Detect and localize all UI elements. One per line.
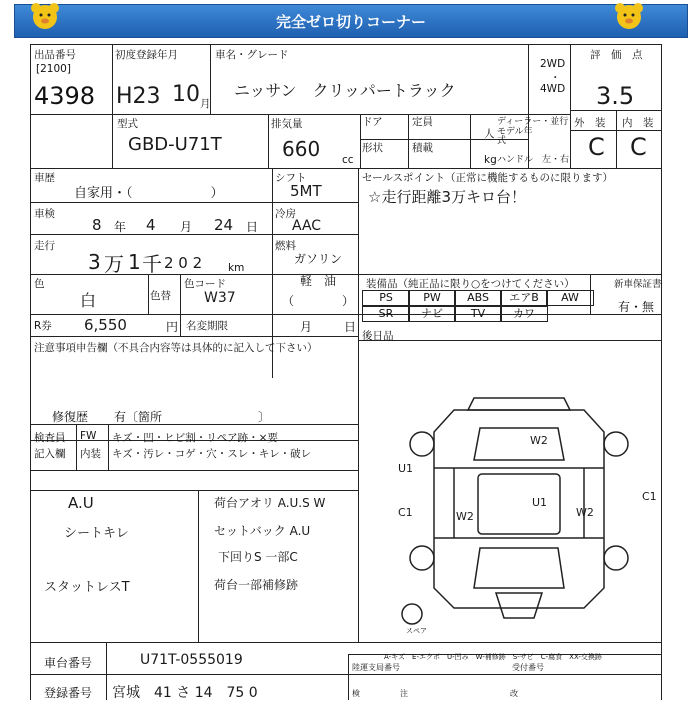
bear-mascot-icon	[614, 2, 644, 30]
fuel-blank: （ ）	[282, 294, 355, 308]
shape-label: 形状	[362, 142, 383, 154]
inspection-year-unit: 年	[114, 220, 127, 234]
bear-mascot-icon	[30, 2, 60, 30]
inspection-day: 24	[214, 216, 234, 234]
reg-no-label: 登録番号	[44, 686, 93, 700]
color-change-label: 色替	[150, 290, 171, 302]
drive-dot: ・	[550, 72, 561, 84]
equip-leather: カワ	[500, 306, 548, 322]
equipment-label: 装備品（純正品に限り○をつけてください）	[366, 278, 575, 290]
dealer-label: ディーラー・並行	[497, 117, 569, 127]
mark-door-left: W2	[456, 510, 474, 523]
mark-spare: スペア	[406, 627, 427, 635]
drive-2wd: 2WD	[540, 58, 566, 70]
bottom-label-3: 受付番号	[512, 663, 544, 672]
interior-grade: C	[630, 133, 647, 161]
condition-note-3: 下回りS 一部C	[218, 550, 298, 564]
equip-aw: AW	[546, 290, 594, 306]
condition-note-2: セットバック A.U	[214, 524, 311, 538]
fuel-diesel: 軽 油	[300, 274, 337, 288]
mileage-digit-1: 3	[88, 250, 101, 274]
name-change-month: 月	[300, 320, 313, 334]
header-title: 完全ゼロ切りコーナー	[275, 13, 426, 31]
recycle-amount: 6,550	[84, 316, 127, 334]
aircon-value: AAC	[292, 218, 322, 234]
inspection-month: 4	[146, 216, 156, 234]
warranty-label: 新車保証書	[614, 279, 662, 290]
equip-tv: TV	[454, 306, 502, 322]
mark-right-side: C1	[642, 490, 657, 503]
selling-points-text: ☆走行距離3万キロ台！	[368, 188, 526, 206]
equip-airbag: エアB	[500, 290, 548, 306]
equip-abs: ABS	[454, 290, 502, 306]
lot-number: 4398	[34, 82, 96, 110]
repair-label: 修復歴	[52, 410, 89, 424]
color-value: 白	[80, 291, 97, 310]
mark-left-side: C1	[398, 506, 413, 519]
color-code: W37	[204, 290, 236, 306]
equip-navi: ナビ	[408, 306, 456, 322]
inspection-day-unit: 日	[246, 220, 259, 234]
inspector-row2-tag: 内装	[80, 448, 101, 460]
recycle-label: R券	[34, 320, 52, 332]
mark-roof: U1	[532, 496, 548, 509]
exterior-label: 外 装	[574, 117, 606, 129]
inspection-year: 8	[92, 216, 102, 234]
bottom-label-1: 陸運支局番号	[352, 663, 400, 672]
payload-label: 積載	[412, 142, 433, 154]
registration-month-unit: 月	[200, 98, 211, 110]
displacement-value: 660	[282, 137, 321, 161]
handle-label: ハンドル 左・右	[497, 155, 570, 165]
grade-score: 3.5	[596, 82, 635, 110]
displacement-unit: cc	[342, 154, 354, 166]
lot-number-label: 出品番号	[34, 49, 76, 61]
mileage-unit-sen: 千	[142, 252, 162, 276]
inspector-row2: キズ・汚レ・コゲ・穴・スレ・キレ・破レ	[112, 448, 312, 460]
vehicle-damage-diagram	[384, 388, 654, 634]
grade-label: 評 価 点	[590, 49, 643, 61]
lot-code: [2100]	[36, 63, 71, 75]
name-change-day: 日	[344, 320, 357, 334]
rear-seat-label: 後日品	[362, 330, 394, 342]
vehicle-name: ニッサン クリッパートラック	[234, 81, 456, 100]
inspector-label: 検査員	[34, 432, 66, 444]
mileage-unit: km	[228, 262, 245, 274]
exterior-grade: C	[588, 133, 605, 161]
mark-left-front: U1	[398, 462, 414, 475]
warranty-value: 有・無	[618, 300, 655, 314]
equip-sr: SR	[362, 306, 410, 322]
door-label: ドア	[362, 116, 383, 128]
mark-door-right: W2	[576, 506, 594, 519]
inspector-row1-tag: FW	[80, 430, 97, 442]
equip-ps: PS	[362, 290, 410, 306]
shift-label: シフト	[275, 172, 307, 184]
color-label: 色	[34, 278, 45, 290]
name-change-label: 名変期限	[186, 320, 228, 332]
model-year-label: モデル年式	[497, 127, 533, 146]
capacity-label: 定員	[412, 116, 433, 128]
usage-label: 車歴	[34, 172, 55, 184]
vehicle-label: 車名・グレード	[215, 49, 289, 61]
inspection-label: 車検	[34, 208, 55, 220]
capacity-unit: 人	[484, 128, 495, 140]
registration-month: 10	[172, 82, 200, 107]
model-label: 型式	[117, 118, 138, 130]
bottom-label-2: 検	[352, 689, 360, 698]
displacement-label: 排気量	[271, 118, 303, 130]
registration-label: 初度登録年月	[115, 49, 178, 61]
chassis-label: 車台番号	[44, 656, 93, 670]
interior-label: 内 装	[622, 117, 654, 129]
condition-note-1: 荷台アオリ A.U.S W	[214, 496, 326, 510]
recycle-unit: 円	[166, 320, 179, 334]
inspector-note-1: A.U	[68, 494, 94, 512]
mark-top: W2	[530, 434, 548, 447]
header-bar	[14, 4, 688, 38]
inspector-record-label: 記入欄	[34, 448, 66, 460]
equip-pw: PW	[408, 290, 456, 306]
mileage-rest: 2 0 2	[164, 254, 203, 272]
damage-legend: A-キズ E-エクボ U-凹み W-補修跡 S-サビ C-腐食 XX-交換跡	[384, 653, 602, 661]
reg-no-value: 宮城 41 さ 14 75 0	[112, 685, 258, 701]
mileage-digit-2: 1	[128, 250, 141, 274]
shift-value: 5MT	[290, 182, 322, 200]
color-code-label: 色コード	[184, 278, 226, 290]
fuel-gasoline: ガソリン	[294, 252, 343, 266]
fuel-label: 燃料	[275, 240, 296, 252]
mileage-label: 走行	[34, 240, 55, 252]
bottom-label-5: 改	[510, 689, 518, 698]
inspection-month-unit: 月	[180, 220, 193, 234]
chassis-value: U71T-0555019	[140, 652, 243, 668]
inspector-note-3: スタットレスT	[44, 580, 130, 595]
condition-note-4: 荷台一部補修跡	[214, 578, 299, 592]
bottom-label-4: 注	[400, 689, 408, 698]
repair-value: 有〔箇所 〕	[114, 410, 271, 424]
mileage-unit-man: 万	[104, 252, 124, 276]
registration-era-year: H23	[116, 84, 161, 109]
aircon-label: 冷房	[275, 208, 296, 220]
notes-label: 注意事項申告欄（不具合内容等は具体的に記入して下さい）	[34, 342, 318, 354]
usage-value: 自家用・（ ）	[74, 186, 224, 201]
inspector-row1: キズ・凹・ヒビ割・リペア跡・×要	[112, 432, 278, 444]
model-value: GBD-U71T	[128, 134, 222, 155]
selling-points-label: セールスポイント（正常に機能するものに限ります）	[362, 172, 614, 184]
inspector-note-2: シートキレ	[64, 526, 129, 541]
payload-unit: kg	[484, 154, 497, 166]
drive-4wd: 4WD	[540, 83, 566, 95]
